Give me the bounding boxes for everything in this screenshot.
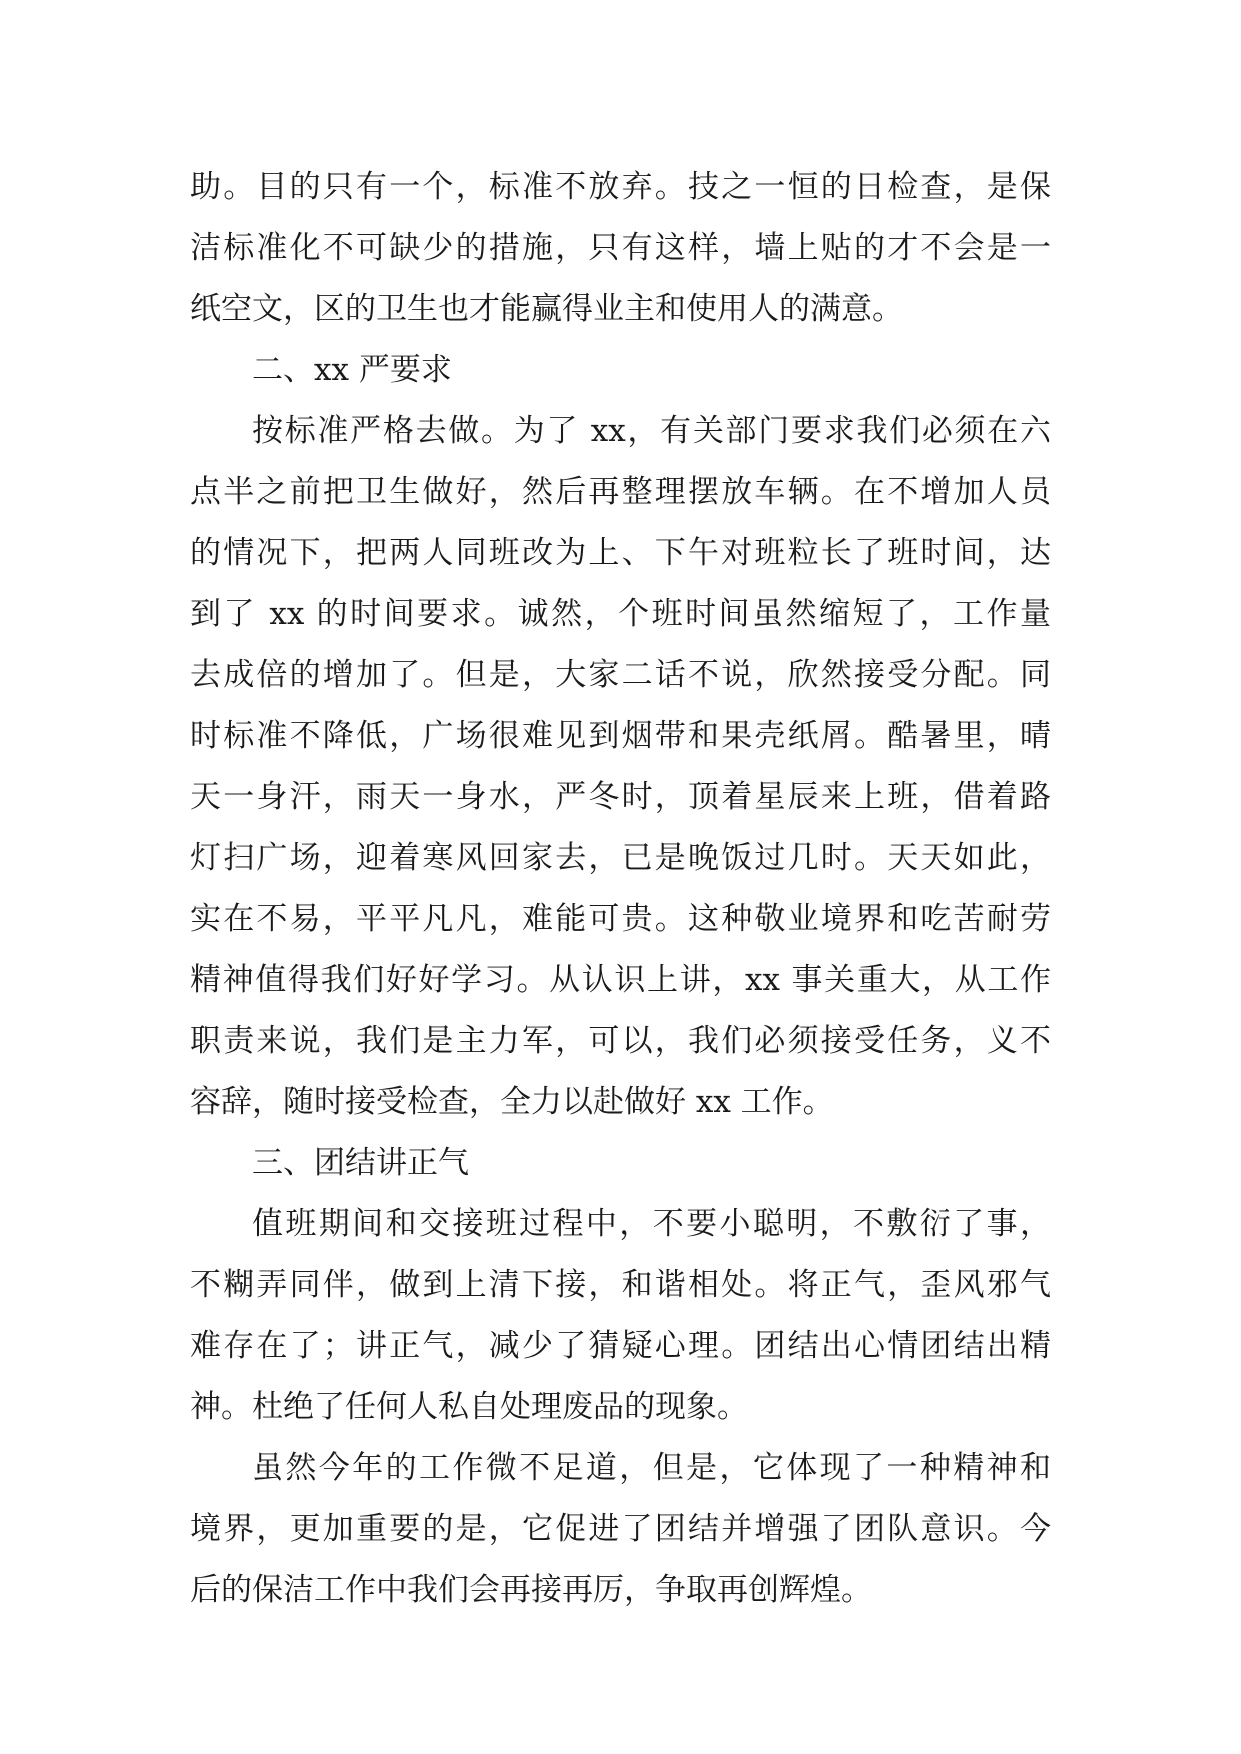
paragraph-1 <box>190 157 1051 340</box>
text-line: 虽然今年的工作微不足道，但是，它体现了一种精神和 <box>252 1450 1051 1486</box>
text-line: 精神值得我们好好学习。从认识上讲，xx 事关重大，从工作 <box>190 962 1051 998</box>
text-line: 境界，更加重要的是，它促进了团结并增强了团队意识。今 <box>190 1511 1051 1547</box>
text-line: 助。目的只有一个，标准不放弃。技之一恒的日检查，是保 <box>190 169 1051 205</box>
paragraph-4 <box>190 1438 1051 1621</box>
text-line: 不糊弄同伴，做到上清下接，和谐相处。将正气，歪风邪气 <box>190 1267 1051 1303</box>
text-line: 按标准严格去做。为了 xx，有关部门要求我们必须在六 <box>252 413 1051 449</box>
section-heading-3: 三、团结讲正气 <box>252 1145 469 1181</box>
text-line: 灯扫广场，迎着寒风回家去，已是晚饭过几时。天天如此， <box>190 840 1051 876</box>
text-line: 实在不易，平平凡凡，难能可贵。这种敬业境界和吃苦耐劳 <box>190 901 1051 937</box>
text-line: 的情况下，把两人同班改为上、下午对班粒长了班时间，达 <box>190 535 1051 571</box>
text-line: 值班期间和交接班过程中，不要小聪明，不敷衍了事， <box>252 1206 1051 1242</box>
text-line: 到了 xx 的时间要求。诚然，个班时间虽然缩短了，工作量 <box>190 596 1051 632</box>
document-body <box>190 157 1051 1621</box>
text-line: 洁标准化不可缺少的措施，只有这样，墙上贴的才不会是一 <box>190 230 1051 266</box>
text-line: 职责来说，我们是主力军，可以，我们必须接受任务，义不 <box>190 1023 1051 1059</box>
text-line: 点半之前把卫生做好，然后再整理摆放车辆。在不增加人员 <box>190 474 1051 510</box>
section-heading-2: 二、xx 严要求 <box>252 352 452 388</box>
text-line: 天一身汗，雨天一身水，严冬时，顶着星辰来上班，借着路 <box>190 779 1051 815</box>
paragraph-2 <box>190 401 1051 1133</box>
text-line: 时标准不降低，广场很难见到烟带和果壳纸屑。酷暑里，晴 <box>190 718 1051 754</box>
text-line: 纸空文，区的卫生也才能赢得业主和使用人的满意。 <box>190 291 903 327</box>
text-line: 神。杜绝了任何人私自处理废品的现象。 <box>190 1389 748 1425</box>
text-line: 后的保洁工作中我们会再接再厉，争取再创辉煌。 <box>190 1572 872 1608</box>
paragraph-3 <box>190 1194 1051 1438</box>
text-line: 容辞，随时接受检查，全力以赴做好 xx 工作。 <box>190 1084 834 1120</box>
text-line: 难存在了；讲正气，减少了猜疑心理。团结出心情团结出精 <box>190 1328 1051 1364</box>
text-line: 去成倍的增加了。但是，大家二话不说，欣然接受分配。同 <box>190 657 1051 693</box>
